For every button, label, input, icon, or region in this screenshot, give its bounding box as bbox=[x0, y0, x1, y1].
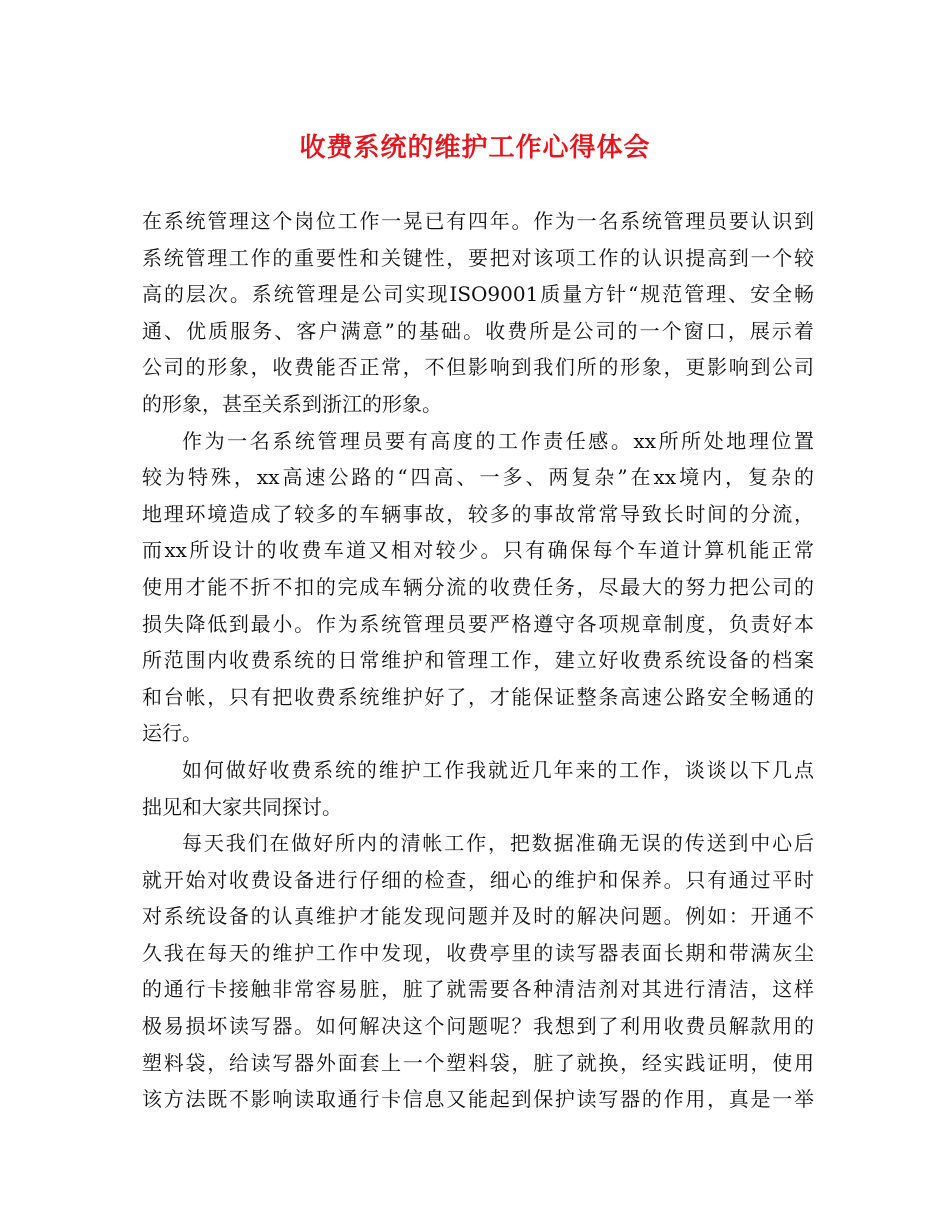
text-line: 使用才能不折不扣的完成车辆分流的收费任务，尽最大的努力把公司的 bbox=[142, 574, 814, 599]
text-line: 较为特殊，xx高速公路的“四高、一多、两复杂”在xx境内，复杂的 bbox=[142, 465, 814, 490]
text-line: 极易损坏读写器。如何解决这个问题呢？我想到了利用收费员解款用的 bbox=[142, 1014, 814, 1039]
text-line: 的通行卡接触非常容易脏，脏了就需要各种清洁剂对其进行清洁，这样 bbox=[142, 977, 814, 1002]
text-line: 通、优质服务、客户满意”的基础。收费所是公司的一个窗口，展示着 bbox=[142, 318, 814, 343]
text-line: 高的层次。系统管理是公司实现ISO9001质量方针“规范管理、安全畅 bbox=[142, 282, 814, 307]
text-line: 就开始对收费设备进行仔细的检查，细心的维护和保养。只有通过平时 bbox=[142, 867, 814, 892]
text-line: 而xx所设计的收费车道又相对较少。只有确保每个车道计算机能正常 bbox=[142, 538, 814, 563]
text-line: 塑料袋，给读写器外面套上一个塑料袋，脏了就换，经实践证明，使用 bbox=[142, 1050, 814, 1075]
text-line: 损失降低到最小。作为系统管理员要严格遵守各项规章制度，负责好本 bbox=[142, 611, 814, 636]
text-line: 系统管理工作的重要性和关键性，要把对该项工作的认识提高到一个较 bbox=[142, 245, 814, 270]
document-title: 收费系统的维护工作心得体会 bbox=[299, 133, 651, 163]
document-body bbox=[142, 203, 814, 1118]
text-line: 运行。 bbox=[142, 721, 202, 746]
text-line: 和台帐，只有把收费系统维护好了，才能保证整条高速公路安全畅通的 bbox=[142, 684, 814, 709]
text-line: 的形象，甚至关系到浙江的形象。 bbox=[142, 391, 442, 416]
text-line: 拙见和大家共同探讨。 bbox=[142, 794, 342, 819]
text-line: 地理环境造成了较多的车辆事故，较多的事故常常导致长时间的分流， bbox=[142, 501, 814, 526]
text-line: 在系统管理这个岗位工作一晃已有四年。作为一名系统管理员要认识到 bbox=[142, 209, 814, 233]
text-line: 每天我们在做好所内的清帐工作，把数据准确无误的传送到中心后 bbox=[182, 831, 814, 856]
text-line: 该方法既不影响读取通行卡信息又能起到保护读写器的作用，真是一举 bbox=[142, 1087, 814, 1112]
text-line: 所范围内收费系统的日常维护和管理工作，建立好收费系统设备的档案 bbox=[142, 648, 814, 673]
text-line: 公司的形象，收费能否正常，不但影响到我们所的形象，更影响到公司 bbox=[142, 355, 814, 380]
text-line: 作为一名系统管理员要有高度的工作责任感。xx所所处地理位置 bbox=[182, 428, 814, 453]
text-line: 如何做好收费系统的维护工作我就近几年来的工作，谈谈以下几点 bbox=[182, 757, 814, 782]
text-line: 久我在每天的维护工作中发现，收费亭里的读写器表面长期和带满灰尘 bbox=[142, 940, 814, 965]
text-line: 对系统设备的认真维护才能发现问题并及时的解决问题。例如：开通不 bbox=[142, 904, 814, 929]
